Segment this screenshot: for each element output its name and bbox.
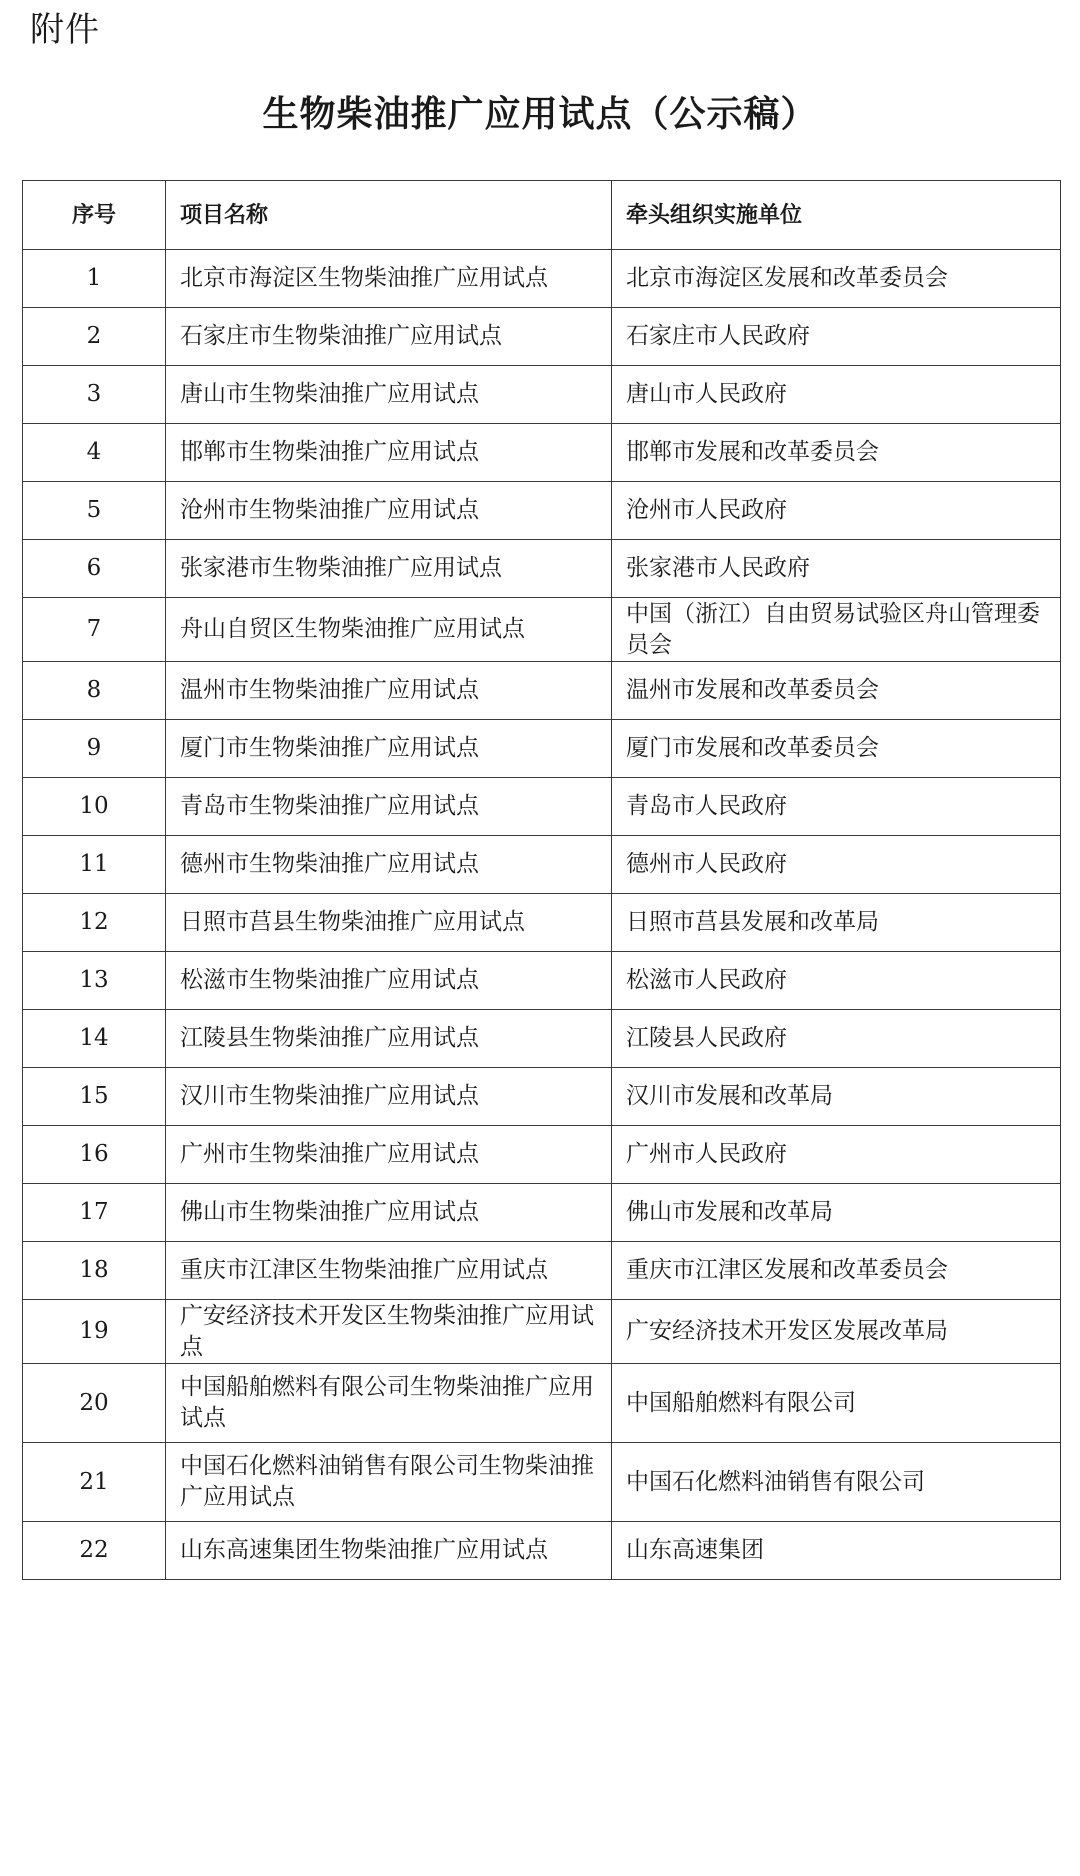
cell-lead-organization: 汉川市发展和改革局 <box>612 1068 1061 1126</box>
cell-serial-number: 20 <box>23 1364 166 1443</box>
table-row <box>23 482 1061 540</box>
cell-serial-number: 7 <box>23 598 166 662</box>
cell-serial-number: 8 <box>23 662 166 720</box>
cell-serial-number: 3 <box>23 366 166 424</box>
table-row <box>23 1184 1061 1242</box>
cell-serial-number: 10 <box>23 778 166 836</box>
table-row <box>23 1242 1061 1300</box>
cell-lead-organization: 日照市莒县发展和改革局 <box>612 894 1061 952</box>
cell-project-name: 日照市莒县生物柴油推广应用试点 <box>166 894 612 952</box>
cell-project-name: 广州市生物柴油推广应用试点 <box>166 1126 612 1184</box>
cell-lead-organization: 松滋市人民政府 <box>612 952 1061 1010</box>
table-row <box>23 1126 1061 1184</box>
cell-serial-number: 22 <box>23 1522 166 1580</box>
cell-lead-organization: 沧州市人民政府 <box>612 482 1061 540</box>
cell-project-name: 江陵县生物柴油推广应用试点 <box>166 1010 612 1068</box>
cell-project-name: 重庆市江津区生物柴油推广应用试点 <box>166 1242 612 1300</box>
cell-project-name: 汉川市生物柴油推广应用试点 <box>166 1068 612 1126</box>
table-row <box>23 250 1061 308</box>
cell-serial-number: 19 <box>23 1300 166 1364</box>
cell-serial-number: 9 <box>23 720 166 778</box>
page-title: 生物柴油推广应用试点（公示稿） <box>262 94 818 135</box>
cell-project-name: 唐山市生物柴油推广应用试点 <box>166 366 612 424</box>
cell-project-name: 北京市海淀区生物柴油推广应用试点 <box>166 250 612 308</box>
cell-serial-number: 4 <box>23 424 166 482</box>
cell-serial-number: 18 <box>23 1242 166 1300</box>
cell-lead-organization: 佛山市发展和改革局 <box>612 1184 1061 1242</box>
cell-serial-number: 2 <box>23 308 166 366</box>
cell-lead-organization: 重庆市江津区发展和改革委员会 <box>612 1242 1061 1300</box>
table-row <box>23 1300 1061 1364</box>
attachment-label: 附件 <box>30 10 100 50</box>
table-row <box>23 1522 1061 1580</box>
cell-project-name: 佛山市生物柴油推广应用试点 <box>166 1184 612 1242</box>
cell-lead-organization: 张家港市人民政府 <box>612 540 1061 598</box>
cell-project-name: 山东高速集团生物柴油推广应用试点 <box>166 1522 612 1580</box>
table-row <box>23 894 1061 952</box>
table-row <box>23 778 1061 836</box>
header-project-name: 项目名称 <box>166 181 612 250</box>
table-row <box>23 662 1061 720</box>
cell-serial-number: 1 <box>23 250 166 308</box>
table-row <box>23 598 1061 662</box>
cell-project-name: 石家庄市生物柴油推广应用试点 <box>166 308 612 366</box>
cell-serial-number: 15 <box>23 1068 166 1126</box>
cell-lead-organization: 青岛市人民政府 <box>612 778 1061 836</box>
cell-project-name: 青岛市生物柴油推广应用试点 <box>166 778 612 836</box>
cell-project-name: 中国船舶燃料有限公司生物柴油推广应用试点 <box>166 1364 612 1443</box>
pilot-list-table <box>22 180 1061 1580</box>
cell-lead-organization: 石家庄市人民政府 <box>612 308 1061 366</box>
table-row <box>23 720 1061 778</box>
cell-project-name: 松滋市生物柴油推广应用试点 <box>166 952 612 1010</box>
cell-project-name: 厦门市生物柴油推广应用试点 <box>166 720 612 778</box>
table-row <box>23 1068 1061 1126</box>
header-serial-number: 序号 <box>23 181 166 250</box>
cell-project-name: 温州市生物柴油推广应用试点 <box>166 662 612 720</box>
table-row <box>23 1010 1061 1068</box>
cell-lead-organization: 山东高速集团 <box>612 1522 1061 1580</box>
cell-serial-number: 11 <box>23 836 166 894</box>
table-row <box>23 952 1061 1010</box>
cell-lead-organization: 广安经济技术开发区发展改革局 <box>612 1300 1061 1364</box>
table-row <box>23 1364 1061 1443</box>
header-lead-organization: 牵头组织实施单位 <box>612 181 1061 250</box>
table-row <box>23 540 1061 598</box>
cell-project-name: 张家港市生物柴油推广应用试点 <box>166 540 612 598</box>
cell-serial-number: 21 <box>23 1443 166 1522</box>
cell-lead-organization: 唐山市人民政府 <box>612 366 1061 424</box>
cell-serial-number: 13 <box>23 952 166 1010</box>
table-row <box>23 366 1061 424</box>
table-row <box>23 308 1061 366</box>
cell-serial-number: 16 <box>23 1126 166 1184</box>
cell-serial-number: 17 <box>23 1184 166 1242</box>
cell-lead-organization: 邯郸市发展和改革委员会 <box>612 424 1061 482</box>
cell-lead-organization: 德州市人民政府 <box>612 836 1061 894</box>
cell-lead-organization: 中国（浙江）自由贸易试验区舟山管理委员会 <box>612 598 1061 662</box>
table-row <box>23 836 1061 894</box>
cell-lead-organization: 江陵县人民政府 <box>612 1010 1061 1068</box>
cell-serial-number: 14 <box>23 1010 166 1068</box>
cell-lead-organization: 厦门市发展和改革委员会 <box>612 720 1061 778</box>
cell-lead-organization: 中国船舶燃料有限公司 <box>612 1364 1061 1443</box>
cell-lead-organization: 温州市发展和改革委员会 <box>612 662 1061 720</box>
table-header-row <box>23 181 1061 250</box>
cell-project-name: 邯郸市生物柴油推广应用试点 <box>166 424 612 482</box>
table-row <box>23 1443 1061 1522</box>
cell-lead-organization: 北京市海淀区发展和改革委员会 <box>612 250 1061 308</box>
cell-serial-number: 6 <box>23 540 166 598</box>
table-row <box>23 424 1061 482</box>
cell-project-name: 德州市生物柴油推广应用试点 <box>166 836 612 894</box>
cell-project-name: 沧州市生物柴油推广应用试点 <box>166 482 612 540</box>
cell-lead-organization: 中国石化燃料油销售有限公司 <box>612 1443 1061 1522</box>
cell-project-name: 中国石化燃料油销售有限公司生物柴油推广应用试点 <box>166 1443 612 1522</box>
cell-project-name: 广安经济技术开发区生物柴油推广应用试点 <box>166 1300 612 1364</box>
cell-lead-organization: 广州市人民政府 <box>612 1126 1061 1184</box>
cell-serial-number: 12 <box>23 894 166 952</box>
cell-project-name: 舟山自贸区生物柴油推广应用试点 <box>166 598 612 662</box>
cell-serial-number: 5 <box>23 482 166 540</box>
